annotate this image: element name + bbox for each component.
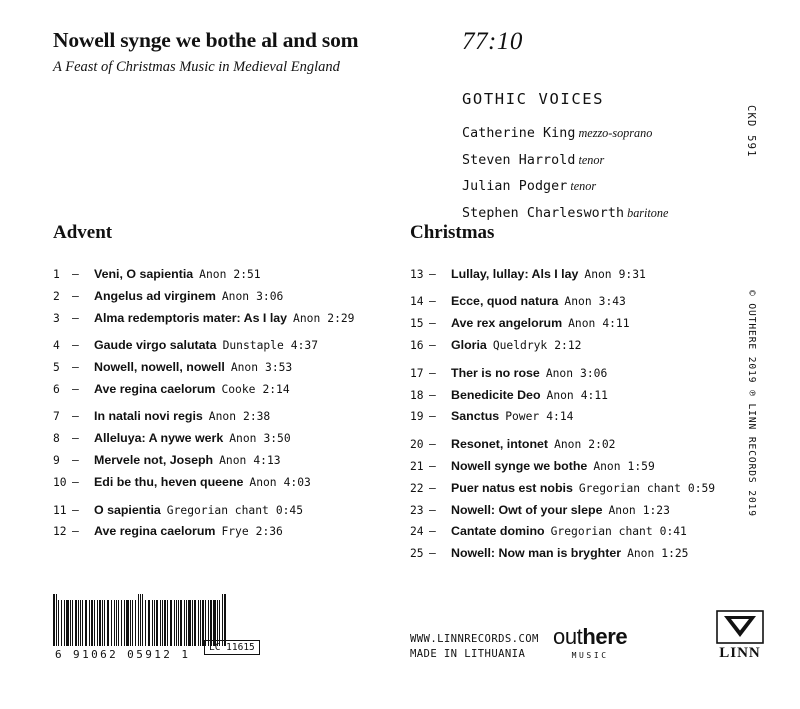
track-dash: — [429,388,436,402]
track-duration: 0:59 [687,481,716,495]
track-number: 2 [53,289,60,303]
footer-info [410,632,539,663]
track-number: 8 [53,432,60,446]
track-title: Sanctus [451,409,500,424]
track-title: Ave regina caelorum [94,524,216,539]
track-row [410,525,755,537]
track-row [410,339,755,351]
track-dash: — [72,361,79,375]
track-number: 13 [410,268,424,281]
album-subtitle: A Feast of Christmas Music in Medieval England [53,58,340,75]
track-duration: 0:45 [275,503,304,517]
linn-wordmark: LINN [719,645,761,661]
track-title: Nowell: Owt of your slepe [451,502,603,517]
track-duration: 3:53 [265,361,293,375]
performer-role: tenor [570,179,597,193]
track-number: 1 [53,268,60,281]
track-row [53,525,398,537]
track-duration: 4:11 [580,388,608,402]
track-dash: — [429,547,436,561]
track-dash: — [72,339,79,353]
track-duration: 2:02 [588,437,616,451]
track-composer: Anon [219,454,247,468]
performer-name: Catherine King [462,126,576,141]
track-duration: 2:29 [327,311,355,325]
performer-role: tenor [578,152,605,167]
track-duration: 3:50 [263,432,291,446]
track-row [410,410,755,422]
track-row [53,383,398,395]
track-title: Alleluya: A nywe werk [94,431,224,446]
track-title: Nowell synge we bothe [451,458,588,473]
outhere-wordmark [553,624,627,650]
track-dash: — [429,366,436,380]
track-number: 24 [410,525,424,539]
track-title: Gloria [451,338,487,353]
performer-role: mezzo-soprano [578,126,653,140]
track-dash: — [72,432,79,446]
track-composer: Queldryk [492,339,548,353]
track-row [410,295,755,307]
track-composer: Anon [554,437,582,451]
track-dash: — [429,339,436,353]
track-row [410,460,755,472]
performer-entry [462,201,668,225]
track-dash: — [429,459,436,473]
track-duration: 2:36 [255,525,283,539]
track-title: Nowell, nowell, nowell [94,360,225,375]
track-number: 22 [410,481,424,495]
track-composer: Anon [249,476,277,490]
track-number: 15 [410,317,424,331]
tracklist-advent [53,222,398,547]
track-title: Ecce, quod natura [451,294,559,309]
track-duration: 9:31 [618,268,646,281]
album-header [53,28,413,76]
track-composer: Gregorian chant [578,481,681,495]
track-composer: Anon [568,317,596,331]
track-title: Ther is no rose [451,365,540,380]
linn-logo [712,610,768,662]
track-title: Angelus ad virginem [94,288,216,303]
section-title-christmas: Christmas [410,222,495,243]
track-duration: 4:37 [290,339,319,353]
track-number: 20 [410,437,424,451]
track-dash: — [429,268,436,281]
track-dash: — [72,289,79,303]
track-duration: 4:13 [253,454,281,468]
track-duration: 2:14 [262,383,290,397]
track-title: Ave regina caelorum [94,382,216,397]
track-dash: — [429,317,436,331]
track-composer: Anon [564,295,592,309]
track-row [410,504,755,516]
track-row [410,438,755,450]
track-composer: Anon [208,410,237,424]
track-duration: 1:23 [642,503,670,517]
track-composer: Anon [199,268,227,281]
track-number: 18 [410,388,424,402]
total-duration: 77:10 [462,28,523,55]
linn-mark-icon [716,610,764,644]
track-number: 7 [53,410,60,424]
barcode-digits: 6 91062 05912 1 [55,648,191,661]
track-row [410,547,755,559]
outhere-subtitle: MUSIC [571,651,609,660]
track-composer: Anon [546,388,574,402]
copyright-notice: © OUTHERE 2019 ℗ LINN RECORDS 2019 [746,290,757,517]
track-row [53,290,398,302]
lc-code: LC 11615 [204,640,260,655]
track-duration: 2:51 [233,268,261,281]
track-duration: 4:03 [283,476,311,490]
performer-name: Steven Harrold [462,152,576,168]
track-number: 21 [410,459,424,473]
track-number: 12 [53,525,67,539]
outhere-word-here: here [582,624,628,649]
track-row [53,504,398,516]
track-title: Lullay, lullay: Als I lay [451,267,579,281]
track-composer: Anon [229,432,257,446]
tracklist-christmas [410,222,755,569]
track-dash: — [429,525,436,539]
track-row [53,361,398,373]
track-composer: Anon [221,289,250,303]
track-row [53,339,398,351]
track-duration: 3:06 [580,366,608,380]
track-composer: Gregorian chant [550,525,653,539]
track-number: 5 [53,361,60,375]
track-dash: — [429,295,436,309]
track-composer: Power [505,410,540,424]
track-composer: Anon [593,459,621,473]
track-dash: — [72,454,79,468]
page-title: Nowell synge we bothe al and som [53,28,359,52]
track-composer: Gregorian chant [166,503,269,517]
track-row [410,367,755,379]
track-number: 14 [410,295,424,309]
track-dash: — [429,437,436,451]
track-title: Resonet, intonet [451,436,549,451]
track-composer: Anon [608,503,636,517]
track-number: 19 [410,410,424,424]
track-dash: — [72,410,79,424]
track-row [410,389,755,401]
track-title: Alma redemptoris mater: As I lay [94,310,288,325]
performer-role: baritone [627,205,669,220]
track-number: 4 [53,339,60,353]
track-dash: — [429,481,436,495]
performer-entry [462,174,668,198]
track-title: Ave rex angelorum [451,316,563,331]
track-dash: — [429,410,436,424]
ensemble-name: GOTHIC VOICES [462,90,605,108]
website-url[interactable]: WWW.LINNRECORDS.COM [410,633,539,645]
track-dash: — [72,268,79,281]
track-dash: — [72,383,79,397]
track-composer: Anon [545,366,574,380]
track-composer: Cooke [221,383,256,397]
track-title: Veni, O sapientia [94,267,194,281]
performer-name: Julian Podger [462,179,568,194]
track-number: 17 [410,366,424,380]
track-row [410,317,755,329]
track-number: 3 [53,311,60,325]
catalog-number: CKD 591 [745,105,757,158]
track-title: Puer natus est nobis [451,480,573,495]
track-number: 6 [53,383,60,397]
track-row [53,410,398,422]
track-duration: 1:25 [661,547,689,561]
track-duration: 4:11 [602,317,630,331]
track-row [53,268,398,280]
track-dash: — [72,476,79,490]
track-dash: — [72,525,79,539]
track-row [410,482,755,494]
track-duration: 0:41 [659,525,687,539]
track-row [53,454,398,466]
track-number: 25 [410,547,424,561]
track-title: Mervele not, Joseph [94,453,214,468]
track-duration: 3:06 [256,289,284,303]
track-row [53,312,398,324]
track-row [53,476,398,488]
track-duration: 1:59 [627,459,655,473]
track-composer: Anon [627,547,655,561]
track-number: 23 [410,503,424,517]
track-composer: Dunstaple [222,339,284,353]
made-in-text: MADE IN LITHUANIA [410,648,526,661]
ensemble-block [462,90,668,227]
track-number: 9 [53,454,60,468]
track-composer: Anon [584,268,612,281]
track-number: 10 [53,476,67,490]
track-title: Gaude virgo salutata [94,338,217,353]
track-title: Benedicite Deo [451,387,541,402]
track-row [53,432,398,444]
track-duration: 2:12 [554,339,582,353]
track-duration: 3:43 [598,295,626,309]
track-dash: — [72,503,79,517]
track-title: Cantate domino [451,524,545,539]
track-composer: Frye [221,525,249,539]
track-title: O sapientia [94,502,161,517]
performer-entry [462,148,668,172]
outhere-logo [553,624,627,660]
track-composer: Anon [230,361,259,375]
performer-name: Stephen Charlesworth [462,205,625,221]
outhere-word-out: out [553,624,583,649]
track-dash: — [429,503,436,517]
barcode-icon [53,600,227,646]
track-title: In natali novi regis [94,409,203,424]
track-row [410,268,755,280]
track-duration: 2:38 [243,410,271,424]
track-dash: — [72,311,79,325]
section-title-advent: Advent [53,222,113,243]
track-number: 16 [410,339,424,353]
performer-entry [462,121,668,145]
track-duration: 4:14 [546,410,574,424]
track-composer: Anon [293,311,321,325]
track-title: Edi be thu, heven queene [94,475,244,490]
track-title: Nowell: Now man is bryghter [451,546,622,561]
track-number: 11 [53,503,67,517]
barcode-block [53,600,227,661]
